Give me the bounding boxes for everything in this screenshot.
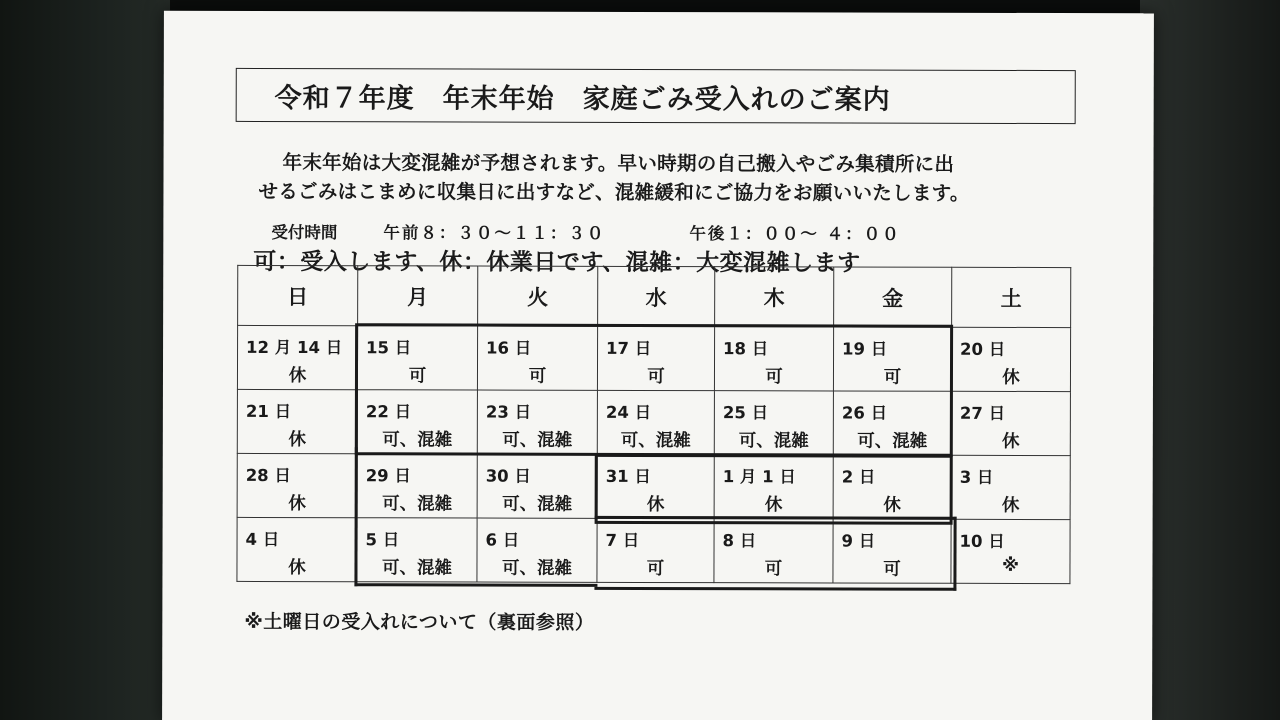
cell-status: 休 [764, 495, 783, 516]
cell-date: 1 月 1 日 [722, 467, 796, 487]
cell-status: 可、混雑 [501, 558, 573, 579]
calendar-cell [714, 327, 833, 391]
cell-status: 可 [647, 366, 665, 388]
cell-status: 可 [646, 558, 665, 580]
background-right [1140, 0, 1280, 720]
calendar-cell [833, 327, 951, 391]
cell-date: 29 日 [365, 466, 411, 486]
weekday-friday: 金 [834, 267, 952, 327]
calendar-cell [237, 453, 357, 517]
hours-morning: 午前８：３０～１１：３０ [383, 223, 606, 243]
cell-date: 5 日 [365, 530, 400, 550]
cell-date: 20 日 [960, 339, 1006, 359]
cell-date: 17 日 [606, 338, 652, 358]
hours-label: 受付時間 [271, 222, 338, 243]
cell-status: ※ [1001, 555, 1020, 576]
weekday-wednesday: 水 [598, 266, 715, 326]
cell-status: 可 [528, 366, 547, 387]
weekday-monday: 月 [358, 266, 478, 326]
cell-date: 10 日 [959, 531, 1005, 551]
cell-date: 3 日 [959, 467, 994, 487]
schedule-calendar [236, 265, 1071, 584]
cell-status: 可、混雑 [620, 430, 691, 452]
cell-date: 6 日 [485, 530, 520, 550]
cell-status: 休 [288, 430, 307, 451]
calendar-cell [477, 454, 597, 518]
intro-line-2: せるごみはこまめに収集日に出すなど、混雑緩和にご協力をお願いいたします。 [258, 179, 970, 205]
calendar-cell [951, 391, 1070, 455]
calendar-cell [357, 454, 477, 518]
cell-status: 可、混雑 [382, 494, 453, 515]
calendar-week-1 [237, 325, 1070, 391]
cell-date: 26 日 [841, 403, 888, 423]
notice-title: 令和７年度 年末年始 家庭ごみ受入れのご案内 [236, 68, 1076, 124]
cell-date: 4 日 [245, 529, 280, 550]
cell-status: 休 [1002, 367, 1020, 388]
background-left [0, 0, 170, 720]
cell-date: 30 日 [485, 466, 531, 486]
cell-status: 可、混雑 [382, 430, 453, 451]
notice-paper [162, 11, 1154, 720]
calendar-cell [357, 390, 477, 454]
calendar-cell [597, 518, 714, 582]
calendar-cell [477, 518, 597, 582]
intro-text [258, 148, 1088, 208]
cell-date: 25 日 [722, 403, 769, 423]
cell-status: 可、混雑 [738, 431, 809, 452]
weekday-header-row [238, 265, 1071, 327]
weekday-thursday: 木 [715, 267, 834, 327]
cell-status: 休 [1002, 431, 1020, 452]
cell-status: 可、混雑 [502, 494, 573, 515]
calendar-cell [714, 455, 833, 519]
calendar-cell [951, 327, 1070, 391]
cell-date: 21 日 [245, 401, 292, 422]
cell-date: 28 日 [245, 465, 291, 486]
calendar-cell [237, 325, 357, 389]
cell-status: 休 [1001, 495, 1020, 516]
cell-date: 8 日 [722, 531, 757, 551]
cell-date: 7 日 [605, 530, 640, 550]
cell-date: 9 日 [841, 531, 876, 551]
calendar-cell [357, 326, 477, 390]
weekday-tuesday: 火 [478, 266, 598, 326]
saturday-note: ※土曜日の受入れについて（裏面参照） [244, 610, 595, 634]
cell-status: 可 [764, 559, 783, 580]
hours-afternoon: 午後１：００～ ４：００ [689, 224, 901, 244]
cell-date: 12 月 14 日 [246, 337, 343, 358]
cell-status: 可 [765, 367, 783, 388]
calendar-cell [833, 519, 951, 583]
cell-status: 可 [883, 367, 902, 388]
cell-status: 休 [288, 494, 306, 515]
calendar-cell [833, 391, 951, 455]
cell-date: 23 日 [485, 402, 532, 422]
cell-date: 22 日 [365, 402, 412, 422]
cell-status: 休 [646, 494, 665, 516]
cell-status: 可、混雑 [381, 558, 453, 579]
cell-status: 休 [288, 558, 306, 579]
cell-date: 2 日 [841, 467, 876, 487]
status-legend: 可：受入します、休：休業日です、混雑：大変混雑します [253, 248, 861, 277]
calendar-cell [597, 326, 714, 390]
cell-status: 可、混雑 [857, 431, 928, 452]
cell-status: 可 [883, 559, 901, 580]
weekday-sunday: 日 [238, 265, 358, 325]
cell-date: 16 日 [486, 338, 532, 358]
cell-date: 19 日 [842, 339, 888, 359]
calendar-cell [237, 517, 357, 581]
calendar-cell [597, 390, 714, 454]
calendar-cell [237, 389, 357, 453]
cell-status: 可、混雑 [502, 430, 573, 451]
calendar-cell [951, 519, 1070, 583]
calendar-cell [357, 518, 477, 582]
calendar-week-3 [237, 453, 1070, 519]
calendar-cell [714, 391, 833, 455]
weekday-saturday: 土 [952, 267, 1071, 327]
reception-hours [271, 219, 900, 245]
cell-date: 18 日 [723, 339, 769, 359]
calendar-cell [833, 455, 951, 519]
cell-date: 27 日 [959, 403, 1006, 423]
calendar-cell [477, 326, 597, 390]
cell-date: 31 日 [605, 466, 651, 486]
cell-date: 24 日 [605, 402, 652, 422]
cell-status: 休 [883, 495, 901, 516]
cell-status: 休 [288, 366, 307, 387]
calendar-cell [951, 455, 1070, 519]
cell-status: 可 [408, 366, 427, 387]
calendar-week-2 [237, 389, 1070, 455]
calendar-cell [714, 519, 833, 583]
calendar-cell [477, 390, 597, 454]
intro-line-1: 年末年始は大変混雑が予想されます。早い時期の自己搬入やごみ集積所に出 [282, 151, 955, 176]
cell-date: 15 日 [366, 338, 412, 358]
calendar-cell [597, 454, 714, 518]
calendar-week-4 [237, 517, 1070, 583]
